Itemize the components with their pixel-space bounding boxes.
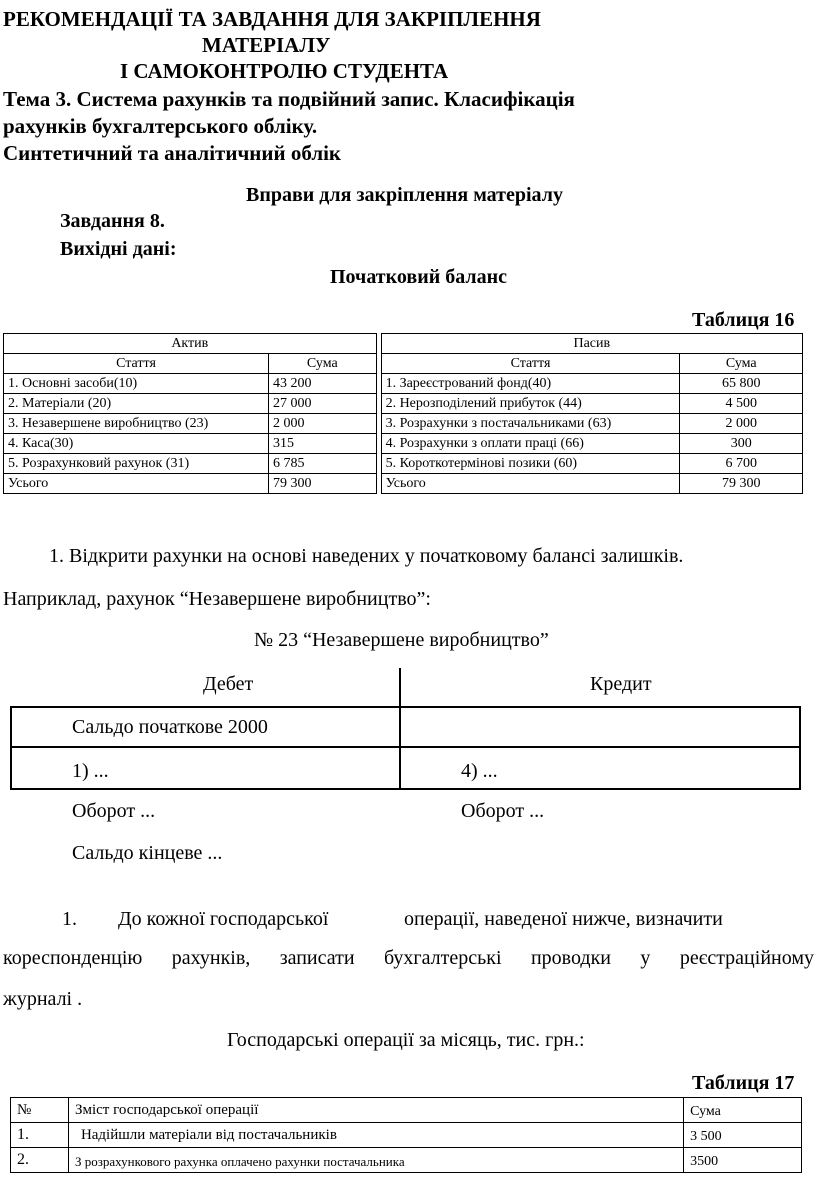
table-header-row (4, 334, 803, 354)
operation-sum: 3 500 (684, 1123, 802, 1148)
step2-line3: журналі . (3, 988, 83, 1010)
table-header-row (11, 1098, 802, 1123)
asset-header: Актив (4, 334, 377, 354)
step1-line1: 1. Відкрити рахунки на основі наведених у початковому балансі залишків. (49, 545, 684, 567)
asset-sum: 6 785 (269, 454, 377, 474)
step2-line2: кореспонденцію рахунків, записати бухгалтерські проводки у реєстраційному (3, 947, 814, 969)
step1-line2: Наприклад, рахунок “Незавершене виробництво”: (3, 588, 431, 610)
col-sum-header: Сума (684, 1098, 802, 1123)
asset-item: 3. Незавершене виробництво (23) (4, 414, 269, 434)
table-row (4, 394, 803, 414)
page-heading-line3: І САМОКОНТРОЛЮ СТУДЕНТА (120, 59, 449, 83)
table-total-row (4, 474, 803, 494)
credit-turnover: Оборот ... (461, 800, 545, 822)
table-row (11, 1148, 802, 1173)
credit-label: Кредит (590, 673, 652, 695)
operation-content: З розрахункового рахунка оплачено рахунки постачальника (68, 1148, 683, 1173)
debit-turnover: Оборот ... (72, 800, 156, 822)
table-row (4, 454, 803, 474)
credit-entry: 4) ... (461, 760, 498, 782)
liability-total-sum: 79 300 (680, 474, 803, 494)
liability-item: 1. Зареєстрований фонд(40) (381, 374, 680, 394)
liability-sum: 4 500 (680, 394, 803, 414)
debit-entry: 1) ... (72, 760, 109, 782)
closing-balance: Сальдо кінцеве ... (72, 842, 223, 864)
liability-item: 4. Розрахунки з оплати праці (66) (381, 434, 680, 454)
table-row (11, 1123, 802, 1148)
account-title: № 23 “Незавершене виробництво” (254, 629, 549, 651)
asset-item: 2. Матеріали (20) (4, 394, 269, 414)
t-account-midline (10, 746, 801, 748)
col-num-header: № (11, 1098, 69, 1123)
operations-title: Господарські операції за місяць, тис. грн.: (227, 1029, 585, 1051)
opening-balance: Сальдо початкове 2000 (72, 716, 268, 738)
liability-item-header: Стаття (381, 354, 680, 374)
t-account-divider-lower (399, 746, 401, 788)
asset-sum: 43 200 (269, 374, 377, 394)
liability-header: Пасив (381, 334, 802, 354)
table17-caption: Таблиця 17 (692, 1072, 795, 1094)
liability-sum-header: Сума (680, 354, 803, 374)
topic-line1: Тема 3. Система рахунків та подвійний запис. Класифікація (3, 87, 575, 111)
balance-title: Початковий баланс (330, 266, 508, 288)
balance-table (3, 333, 803, 494)
step2-number: 1. (62, 908, 77, 930)
table-subheader-row (4, 354, 803, 374)
liability-total-label: Усього (381, 474, 680, 494)
asset-sum-header: Сума (269, 354, 377, 374)
liability-sum: 300 (680, 434, 803, 454)
asset-item-header: Стаття (4, 354, 269, 374)
liability-sum: 65 800 (680, 374, 803, 394)
asset-sum: 2 000 (269, 414, 377, 434)
topic-line3: Синтетичний та аналітичний облік (3, 141, 342, 165)
operation-sum: 3500 (684, 1148, 802, 1173)
input-data-label: Вихідні дані: (60, 238, 177, 260)
liability-item: 3. Розрахунки з постачальниками (63) (381, 414, 680, 434)
asset-item: 4. Каса(30) (4, 434, 269, 454)
operation-num: 1. (11, 1123, 69, 1148)
asset-item: 5. Розрахунковий рахунок (31) (4, 454, 269, 474)
operation-content: Надійшли матеріали від постачальників (68, 1123, 683, 1148)
step2-line1a: До кожної господарської (118, 908, 329, 930)
table-row (4, 414, 803, 434)
col-content-header: Зміст господарської операції (68, 1098, 683, 1123)
step2-line1b: операції, наведеної нижче, визначити (404, 908, 723, 930)
asset-sum: 315 (269, 434, 377, 454)
asset-item: 1. Основні засоби(10) (4, 374, 269, 394)
table16-caption: Таблиця 16 (692, 309, 795, 331)
debit-label: Дебет (203, 673, 254, 695)
page-heading-line1: РЕКОМЕНДАЦІЇ ТА ЗАВДАННЯ ДЛЯ ЗАКРІПЛЕННЯ (3, 7, 541, 31)
liability-item: 2. Нерозподілений прибуток (44) (381, 394, 680, 414)
liability-sum: 2 000 (680, 414, 803, 434)
topic-line2: рахунків бухгалтерського обліку. (3, 114, 318, 138)
task-title: Завдання 8. (60, 210, 165, 232)
asset-total-label: Усього (4, 474, 269, 494)
exercises-title: Вправи для закріплення матеріалу (246, 184, 563, 206)
page-heading-line2: МАТЕРІАЛУ (202, 33, 331, 57)
operations-table (10, 1097, 802, 1173)
table-row (4, 434, 803, 454)
liability-item: 5. Короткотермінові позики (60) (381, 454, 680, 474)
operation-num: 2. (11, 1148, 69, 1173)
table-row (4, 374, 803, 394)
asset-total-sum: 79 300 (269, 474, 377, 494)
liability-sum: 6 700 (680, 454, 803, 474)
asset-sum: 27 000 (269, 394, 377, 414)
